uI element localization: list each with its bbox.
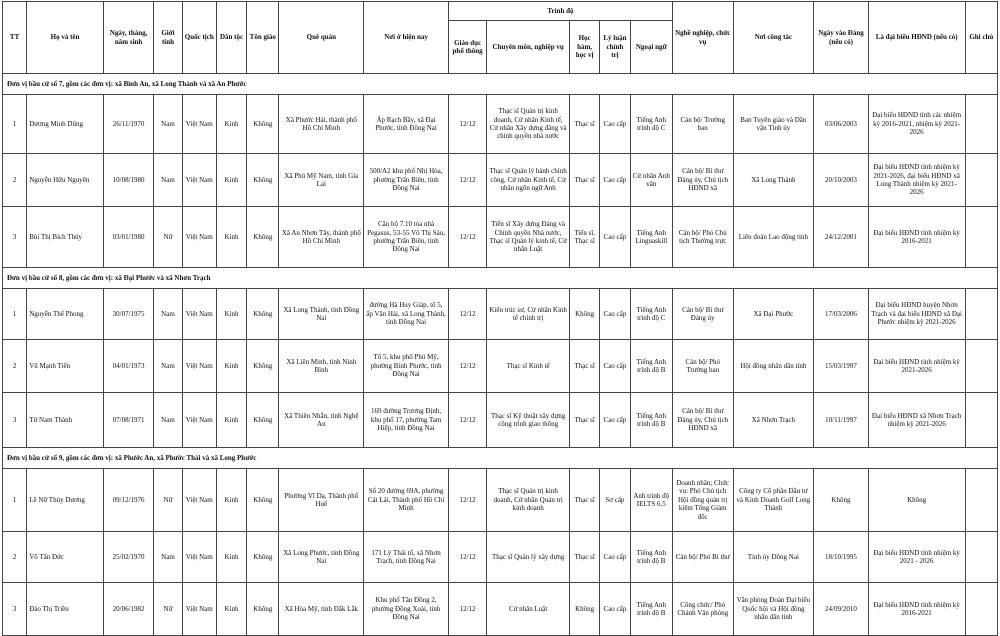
cell-noi-o: 500/A2 khu phố Nhị Hòa, phường Trấn Biên, tỉnh Đồng Nai xyxy=(364,154,449,207)
cell-chuyen-mon: Thạc sĩ Quản trị kinh doanh, Cử nhân Kinh tế, Cử nhân Xây dựng đảng và chính quyền nhà nước xyxy=(487,95,570,154)
cell-nghe-nghiep: Cán bộ/ Phó Chủ tịch Thường trực xyxy=(672,207,733,268)
cell-que-quan: Xã Thiên Nhẫn, tỉnh Nghệ An xyxy=(279,393,364,448)
header-noi-o: Nơi ở hiện nay xyxy=(364,2,449,74)
cell-dan-toc: Kinh xyxy=(216,393,246,448)
cell-que-quan: Xã Liên Minh, tỉnh Ninh Bình xyxy=(279,340,364,393)
cell-hoc-ham: Không xyxy=(570,583,600,636)
header-chuyen-mon: Chuyên môn, nghiệp vụ xyxy=(487,21,570,74)
cell-nghe-nghiep: Cán bộ/ Bí thư Đảng ủy, Chủ tịch HĐND xã xyxy=(672,154,733,207)
cell-chuyen-mon: Kiến trúc sư, Cử nhân Kinh tế chính trị xyxy=(487,289,570,340)
cell-hoc-ham: Thạc sĩ xyxy=(570,154,600,207)
cell-que-quan: Xã Phước Hải, thành phố Hồ Chí Minh xyxy=(279,95,364,154)
cell-ly-luan: Cao cấp xyxy=(600,95,630,154)
cell-que-quan: Xã Long Thành, tỉnh Đồng Nai xyxy=(279,289,364,340)
cell-gioi-tinh: Nữ xyxy=(154,469,182,532)
cell-ly-luan: Cao cấp xyxy=(600,207,630,268)
cell-nghe-nghiep: Doanh nhân; Chức vụ: Phó Chủ tịch Hội đồng quản trị kiêm Tổng Giám đốc xyxy=(672,469,733,532)
cell-gioi-tinh: Nam xyxy=(154,393,182,448)
cell-gioi-tinh: Nữ xyxy=(154,207,182,268)
cell-ton-giao: Không xyxy=(247,289,279,340)
cell-giao-duc: 12/12 xyxy=(448,154,486,207)
cell-ngay-vao-dang: 18/10/1995 xyxy=(814,532,868,583)
cell-ton-giao: Không xyxy=(247,393,279,448)
cell-dai-bieu: Đại biểu HĐND tỉnh nhiệm kỳ 2021 - 2026 xyxy=(868,532,965,583)
cell-ton-giao: Không xyxy=(247,340,279,393)
cell-ho-ten: Từ Nam Thành xyxy=(27,393,104,448)
cell-hoc-ham: Thạc sĩ xyxy=(570,95,600,154)
cell-ton-giao: Không xyxy=(247,469,279,532)
cell-giao-duc: 12/12 xyxy=(448,532,486,583)
cell-tt: 1 xyxy=(3,289,27,340)
header-nghe-nghiep: Nghề nghiệp, chức vụ xyxy=(672,2,733,74)
cell-giao-duc: 12/12 xyxy=(448,583,486,636)
header-ho-ten: Họ và tên xyxy=(27,2,104,74)
cell-ghi-chu xyxy=(965,289,997,340)
cell-dan-toc: Kinh xyxy=(216,154,246,207)
cell-dai-bieu: Đại biểu HĐND tỉnh nhiệm kỳ 2016-2021 xyxy=(868,207,965,268)
cell-dan-toc: Kinh xyxy=(216,583,246,636)
cell-noi-o: đường Hà Huy Giáp, tổ 5, ấp Vân Hải, xã Long Thành, tỉnh Đồng Nai xyxy=(364,289,449,340)
cell-chuyen-mon: Thạc sĩ Quản lý hành chính công, Cử nhân Kinh tế, Cử nhân ngôn ngữ Anh xyxy=(487,154,570,207)
header-ly-luan: Lý luận chính trị xyxy=(600,21,630,74)
cell-noi-cong-tac: Xã Long Thành xyxy=(733,154,814,207)
cell-quoc-tich: Việt Nam xyxy=(182,289,216,340)
cell-ngay-sinh: 30/07/1975 xyxy=(103,289,153,340)
cell-chuyen-mon: Thạc sĩ Quản lý xây dựng xyxy=(487,532,570,583)
group-header-row xyxy=(3,74,998,95)
table-row xyxy=(3,207,998,268)
cell-nghe-nghiep: Cán bộ/ Trưởng ban xyxy=(672,95,733,154)
group-header-row xyxy=(3,448,998,469)
cell-ly-luan: Cao cấp xyxy=(600,289,630,340)
cell-tt: 2 xyxy=(3,340,27,393)
cell-ton-giao: Không xyxy=(247,583,279,636)
header-trinh-do: Trình độ xyxy=(448,2,672,21)
header-quoc-tich: Quốc tịch xyxy=(182,2,216,74)
header-dan-toc: Dân tộc xyxy=(216,2,246,74)
cell-noi-cong-tac: Liên đoàn Lao động tỉnh xyxy=(733,207,814,268)
cell-ghi-chu xyxy=(965,469,997,532)
cell-gioi-tinh: Nam xyxy=(154,532,182,583)
cell-ngay-sinh: 25/02/1970 xyxy=(103,532,153,583)
cell-chuyen-mon: Thạc sĩ Kinh tế xyxy=(487,340,570,393)
cell-que-quan: Xã Phú Mỹ Nam, tỉnh Gia Lai xyxy=(279,154,364,207)
cell-ly-luan: Sơ cấp xyxy=(600,469,630,532)
cell-ghi-chu xyxy=(965,95,997,154)
cell-hoc-ham: Thạc sĩ xyxy=(570,532,600,583)
cell-ngay-sinh: 20/06/1982 xyxy=(103,583,153,636)
cell-giao-duc: 12/12 xyxy=(448,207,486,268)
cell-ghi-chu xyxy=(965,340,997,393)
cell-dai-bieu: Đại biểu HĐND huyện Nhơn Trạch và đại biểu HĐND xã Đại Phước nhiệm kỳ 2021-2026 xyxy=(868,289,965,340)
cell-chuyen-mon: Thạc sĩ Kỹ thuật xây dựng công trình giao thông xyxy=(487,393,570,448)
cell-noi-cong-tac: Văn phòng Đoàn Đại biểu Quốc hội và Hội đồng nhân dân tỉnh xyxy=(733,583,814,636)
cell-ngoai-ngu: Tiếng Anh trình độ B xyxy=(630,532,672,583)
cell-chuyen-mon: Tiến sĩ Xây dựng Đảng và Chính quyền Nhà nước, Thạc sĩ Quản lý kinh tế, Cử nhân Luật xyxy=(487,207,570,268)
cell-tt: 1 xyxy=(3,95,27,154)
cell-ghi-chu xyxy=(965,154,997,207)
cell-dan-toc: Kinh xyxy=(216,469,246,532)
cell-quoc-tich: Việt Nam xyxy=(182,393,216,448)
cell-ghi-chu xyxy=(965,532,997,583)
cell-ly-luan: Cao cấp xyxy=(600,532,630,583)
cell-ton-giao: Không xyxy=(247,532,279,583)
cell-ngay-vao-dang: 03/06/2003 xyxy=(814,95,868,154)
cell-noi-cong-tac: Xã Nhơn Trạch xyxy=(733,393,814,448)
cell-dan-toc: Kinh xyxy=(216,340,246,393)
cell-gioi-tinh: Nam xyxy=(154,289,182,340)
cell-ngay-sinh: 09/12/1976 xyxy=(103,469,153,532)
table-body xyxy=(3,74,998,636)
cell-ngay-sinh: 26/11/1970 xyxy=(103,95,153,154)
cell-tt: 3 xyxy=(3,583,27,636)
cell-noi-cong-tac: Công ty Cổ phần Đầu tư và Kinh Doanh Golf Long Thành xyxy=(733,469,814,532)
header-ngay-vao-dang: Ngày vào Đảng (nếu có) xyxy=(814,2,868,74)
cell-ly-luan: Cao cấp xyxy=(600,393,630,448)
cell-ton-giao: Không xyxy=(247,207,279,268)
table-row xyxy=(3,340,998,393)
cell-hoc-ham: Thạc sĩ xyxy=(570,393,600,448)
cell-giao-duc: 12/12 xyxy=(448,95,486,154)
cell-tt: 3 xyxy=(3,207,27,268)
cell-noi-cong-tac: Ban Tuyên giáo và Dân vận Tỉnh ủy xyxy=(733,95,814,154)
cell-ngay-vao-dang: 15/03/1997 xyxy=(814,340,868,393)
cell-noi-o: Căn hộ 7.10 tòa nhà Pegasus, 53-55 Võ Thị Sáu, phường Trấn Biên, tỉnh Đồng Nai xyxy=(364,207,449,268)
cell-ngay-sinh: 07/08/1971 xyxy=(103,393,153,448)
cell-dan-toc: Kinh xyxy=(216,207,246,268)
cell-ho-ten: Đào Thị Triền xyxy=(27,583,104,636)
cell-ngoai-ngu: Anh trình độ IELTS 6.5 xyxy=(630,469,672,532)
cell-quoc-tich: Việt Nam xyxy=(182,154,216,207)
cell-dai-bieu: Đại biểu HĐND tỉnh nhiệm kỳ 2021-2026 xyxy=(868,340,965,393)
cell-ho-ten: Võ Tấn Đức xyxy=(27,532,104,583)
header-tt: TT xyxy=(3,2,27,74)
cell-giao-duc: 12/12 xyxy=(448,289,486,340)
cell-que-quan: Xã Long Phước, tỉnh Đồng Nai xyxy=(279,532,364,583)
header-ghi-chu: Ghi chú xyxy=(965,2,997,74)
table-row xyxy=(3,393,998,448)
cell-noi-o: 171 Lý Thái tổ, xã Nhơn Trạch, tỉnh Đồng Nai xyxy=(364,532,449,583)
header-hoc-ham: Học hàm, học vị xyxy=(570,21,600,74)
cell-ho-ten: Bùi Thị Bích Thủy xyxy=(27,207,104,268)
group-header-row xyxy=(3,268,998,289)
cell-ho-ten: Nguyễn Hữu Nguyên xyxy=(27,154,104,207)
cell-ngoai-ngu: Tiếng Anh trình độ C xyxy=(630,289,672,340)
cell-ghi-chu xyxy=(965,393,997,448)
cell-ngoai-ngu: Tiếng Anh trình độ B xyxy=(630,393,672,448)
cell-dai-bieu: Đại biểu HĐND tỉnh các nhiệm kỳ 2016-2021, nhiệm kỳ 2021-2026 xyxy=(868,95,965,154)
cell-dan-toc: Kinh xyxy=(216,289,246,340)
cell-ly-luan: Cao cấp xyxy=(600,583,630,636)
header-ton-giao: Tôn giáo xyxy=(247,2,279,74)
cell-noi-cong-tac: Tỉnh ủy Đồng Nai xyxy=(733,532,814,583)
cell-dan-toc: Kinh xyxy=(216,95,246,154)
cell-giao-duc: 12/12 xyxy=(448,393,486,448)
cell-ngay-vao-dang: 20/10/2003 xyxy=(814,154,868,207)
cell-ghi-chu xyxy=(965,583,997,636)
cell-nghe-nghiep: Cán bộ/ Phó Bí thư xyxy=(672,532,733,583)
cell-nghe-nghiep: Cán bộ/ Bí thư Đảng ủy, Chủ tịch HĐND xã xyxy=(672,393,733,448)
group-title: Đơn vị bầu cử số 7, gồm các đơn vị: xã Bình An, xã Long Thành và xã An Phước xyxy=(3,74,998,95)
cell-noi-cong-tac: Xã Đại Phước xyxy=(733,289,814,340)
cell-dai-bieu: Đại biểu HĐND tỉnh nhiệm kỳ 2016-2021 xyxy=(868,583,965,636)
table-row xyxy=(3,583,998,636)
cell-ngay-sinh: 10/08/1980 xyxy=(103,154,153,207)
cell-ho-ten: Lê Nữ Thùy Dương xyxy=(27,469,104,532)
cell-ngoai-ngu: Cử nhân Anh văn xyxy=(630,154,672,207)
header-ngoai-ngu: Ngoại ngữ xyxy=(630,21,672,74)
header-dai-bieu: Là đại biểu HĐND (nếu có) xyxy=(868,2,965,74)
cell-dai-bieu: Không xyxy=(868,469,965,532)
cell-ngoai-ngu: Tiếng Anh trình độ B xyxy=(630,583,672,636)
cell-quoc-tich: Việt Nam xyxy=(182,340,216,393)
cell-noi-o: Tổ 5, khu phố Phú Mỹ, phường Bình Phước, tỉnh Đồng Nai xyxy=(364,340,449,393)
table-row xyxy=(3,154,998,207)
group-title: Đơn vị bầu cử số 8, gồm các đơn vị: xã Đại Phước và xã Nhơn Trạch xyxy=(3,268,998,289)
group-title: Đơn vị bầu cử số 9, gồm các đơn vị: xã Phước An, xã Phước Thái và xã Long Phước xyxy=(3,448,998,469)
cell-noi-o: Khu phố Tân Đồng 2, phường Đồng Xoài, tỉnh Đồng Nai xyxy=(364,583,449,636)
table-row xyxy=(3,289,998,340)
cell-chuyen-mon: Cử nhân Luật xyxy=(487,583,570,636)
cell-gioi-tinh: Nam xyxy=(154,340,182,393)
cell-ghi-chu xyxy=(965,207,997,268)
table-row xyxy=(3,532,998,583)
header-giao-duc: Giáo dục phổ thông xyxy=(448,21,486,74)
cell-tt: 3 xyxy=(3,393,27,448)
cell-nghe-nghiep: Cán bộ/ Phó Trưởng ban xyxy=(672,340,733,393)
cell-tt: 2 xyxy=(3,154,27,207)
cell-ton-giao: Không xyxy=(247,154,279,207)
cell-hoc-ham: Thạc sĩ xyxy=(570,469,600,532)
cell-giao-duc: 12/12 xyxy=(448,469,486,532)
cell-ly-luan: Cao cấp xyxy=(600,154,630,207)
cell-hoc-ham: Tiến sĩ, Thạc sĩ xyxy=(570,207,600,268)
cell-ly-luan: Cao cấp xyxy=(600,340,630,393)
header-gioi-tinh: Giới tính xyxy=(154,2,182,74)
cell-ngay-vao-dang: 17/03/2006 xyxy=(814,289,868,340)
table-row xyxy=(3,469,998,532)
cell-ngoai-ngu: Tiếng Anh Linguaskill xyxy=(630,207,672,268)
cell-ho-ten: Vũ Mạnh Tiến xyxy=(27,340,104,393)
cell-dai-bieu: Đại biểu HĐND xã Nhơn Trạch nhiệm kỳ 2021-2026 xyxy=(868,393,965,448)
cell-ngoai-ngu: Tiếng Anh trình độ C xyxy=(630,95,672,154)
cell-noi-o: 169 đường Trương Định, khu phố 17, phường Tam Hiệp, tỉnh Đồng Nai xyxy=(364,393,449,448)
cell-gioi-tinh: Nam xyxy=(154,95,182,154)
cell-noi-o: Ấp Rạch Bầy, xã Đại Phước, tỉnh Đồng Nai xyxy=(364,95,449,154)
cell-ngay-vao-dang: 10/11/1997 xyxy=(814,393,868,448)
candidate-table xyxy=(2,1,998,636)
cell-quoc-tich: Việt Nam xyxy=(182,207,216,268)
cell-ngay-vao-dang: 24/09/2010 xyxy=(814,583,868,636)
cell-tt: 1 xyxy=(3,469,27,532)
cell-hoc-ham: Không xyxy=(570,289,600,340)
cell-noi-cong-tac: Hội đồng nhân dân tỉnh xyxy=(733,340,814,393)
header-ngay-sinh: Ngày, tháng, năm sinh xyxy=(103,2,153,74)
cell-gioi-tinh: Nam xyxy=(154,154,182,207)
table-row xyxy=(3,95,998,154)
cell-quoc-tich: Việt Nam xyxy=(182,469,216,532)
cell-dai-bieu: Đại biểu HĐND tỉnh nhiệm kỳ 2021-2026, đại biểu HĐND xã Long Thành nhiệm kỳ 2021-2026 xyxy=(868,154,965,207)
cell-ngay-vao-dang: Không xyxy=(814,469,868,532)
cell-ho-ten: Nguyễn Thế Phong xyxy=(27,289,104,340)
cell-ngoai-ngu: Tiếng Anh trình độ B xyxy=(630,340,672,393)
header-que-quan: Quê quán xyxy=(279,2,364,74)
cell-giao-duc: 12/12 xyxy=(448,340,486,393)
cell-chuyen-mon: Thạc sĩ Quản trị kinh doanh, Cử nhân Quản trị kinh doanh xyxy=(487,469,570,532)
cell-noi-o: Số 20 đường 69A, phường Cát Lái, Thành phố Hồ Chí Minh xyxy=(364,469,449,532)
cell-gioi-tinh: Nữ xyxy=(154,583,182,636)
cell-quoc-tich: Việt Nam xyxy=(182,532,216,583)
cell-que-quan: Xã Hòa Mỹ, tỉnh Đắk Lắk xyxy=(279,583,364,636)
cell-hoc-ham: Thạc sĩ xyxy=(570,340,600,393)
cell-ngay-sinh: 04/01/1973 xyxy=(103,340,153,393)
cell-dan-toc: Kinh xyxy=(216,532,246,583)
cell-que-quan: Phường Vĩ Dạ, Thành phố Huế xyxy=(279,469,364,532)
cell-quoc-tich: Việt Nam xyxy=(182,95,216,154)
cell-que-quan: Xã An Nhơn Tây, thành phố Hồ Chí Minh xyxy=(279,207,364,268)
cell-ton-giao: Không xyxy=(247,95,279,154)
cell-tt: 2 xyxy=(3,532,27,583)
cell-nghe-nghiep: Cán bộ/ Bí thư Đảng ủy xyxy=(672,289,733,340)
cell-ngay-sinh: 03/01/1980 xyxy=(103,207,153,268)
cell-quoc-tich: Việt Nam xyxy=(182,583,216,636)
cell-nghe-nghiep: Công chức/ Phó Chánh Văn phòng xyxy=(672,583,733,636)
cell-ho-ten: Dương Minh Dũng xyxy=(27,95,104,154)
cell-ngay-vao-dang: 24/12/2001 xyxy=(814,207,868,268)
header-noi-cong-tac: Nơi công tác xyxy=(733,2,814,74)
